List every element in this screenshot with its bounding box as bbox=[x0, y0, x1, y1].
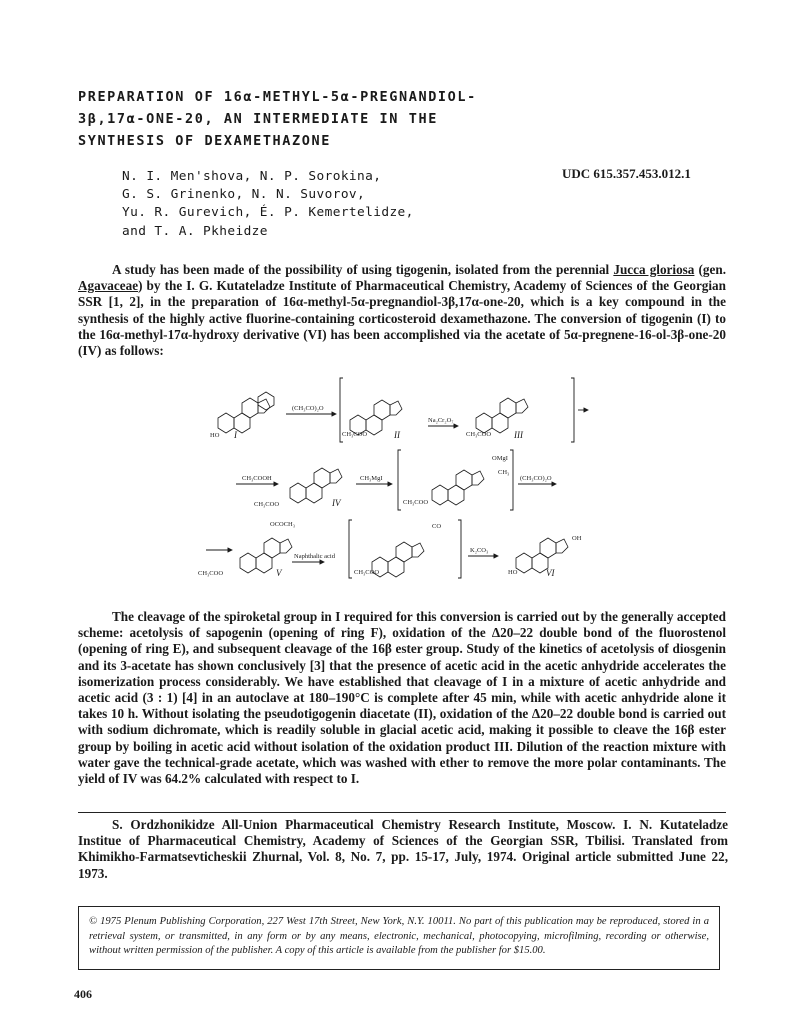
reaction-scheme bbox=[196, 362, 606, 590]
group-acetate: CH₃COO bbox=[342, 431, 368, 438]
group-omgi: OMgI bbox=[492, 455, 508, 462]
group-acetoxy: OCOCH₃ bbox=[270, 521, 296, 528]
compound-III bbox=[476, 398, 528, 433]
genus-name: Agavaceae bbox=[78, 278, 139, 294]
title-line-3: SYNTHESIS OF DEXAMETHAZONE bbox=[78, 133, 331, 149]
group-acetate: CH₃COO bbox=[466, 431, 492, 438]
text-run: (gen. bbox=[694, 262, 726, 277]
species-name: Jucca gloriosa bbox=[613, 262, 695, 277]
author-list bbox=[122, 168, 482, 241]
group-acetate: CH₃COO bbox=[354, 569, 380, 576]
label-IV: IV bbox=[332, 498, 341, 508]
group-carbonyl: CO bbox=[432, 523, 442, 530]
reagent-dichromate: Na₂Cr₂O₇ bbox=[428, 417, 454, 424]
label-VI: VI bbox=[546, 568, 555, 578]
reagent-acetyl: (CH₃CO)₂O bbox=[520, 475, 552, 482]
text-run: A study has been made of the possibility of using tigogenin, isolated from the perennial bbox=[112, 262, 614, 277]
label-V: V bbox=[276, 568, 282, 578]
article-title bbox=[78, 86, 638, 152]
group-ho: HO bbox=[508, 569, 518, 576]
label-III: III bbox=[514, 430, 523, 440]
compound-V bbox=[240, 538, 292, 573]
label-II: II bbox=[394, 430, 400, 440]
group-acetate: CH₃COO bbox=[198, 570, 224, 577]
title-line-1: PREPARATION OF 16α-METHYL-5α-PREGNANDIOL- bbox=[78, 89, 477, 105]
copyright-notice: © 1975 Plenum Publishing Corporation, 227 West 17th Street, New York, N.Y. 10011. No part of this publication may be reproduced, stored in a retrieval system, or transmitted, in any form or by any means, electronic, mechanical, photocopying, microfilming, recording or otherwise, without written permission of the publisher. A copy of this article is available from the publisher for $15.00. bbox=[78, 906, 720, 970]
reagent-potassium-carbonate: K₂CO₃ bbox=[470, 547, 489, 554]
footnote-divider bbox=[78, 812, 726, 813]
group-acetate: CH₃COO bbox=[254, 501, 280, 508]
group-ho: HO bbox=[210, 432, 220, 439]
author-line: N. I. Men'shova, N. P. Sorokina, bbox=[122, 169, 382, 184]
compound-I bbox=[218, 392, 274, 433]
compound-VI bbox=[516, 538, 568, 573]
title-line-2: 3β,17α-ONE-20, AN INTERMEDIATE IN THE bbox=[78, 111, 438, 127]
reagent-grignard: CH₃MgI bbox=[360, 475, 383, 482]
body-paragraph: The cleavage of the spiroketal group in I required for this conversion is carried out by the generally accepted scheme: acetolysis of sapogenin (opening of ring F), oxidation of the Δ20–22 double bond of the fluorostenol (opening of ring E), and subsequent cleavage of the 16β ester group. Study of the kinetics of acetolysis of diosgenin and its 3-acetate has shown conclusively [3] that the presence of acetic acid in the acetic anhydride accelerates the isomerization process considerably. We have established that cleavage of I in a mixture of acetic anhydride and acetic acid (3 : 1) [4] in an autoclave at 180–190°C is complete after 45 min, while with acetic anhydride alone it takes 10 h. Without isolating the pseudotigogenin diacetate (II), oxidation of the Δ20–22 double bond is carried out with sodium dichromate, which is readily soluble in glacial acetic acid, making it possible to cleave the 16β ester group by boiling in acetic acid without isolation of the oxidation product III. Dilution of the reaction mixture with water gave the technical-grade acetate, which was washed with ether to remove the more polar contaminants. The yield of IV was 64.2% calculated with respect to I. bbox=[78, 609, 726, 787]
reagent-acetic-anhydride: (CH₃CO)₂O bbox=[292, 405, 324, 412]
group-acetate: CH₃COO bbox=[403, 499, 429, 506]
udc-code: UDC 615.357.453.012.1 bbox=[562, 166, 691, 181]
page-number: 406 bbox=[74, 987, 92, 1001]
compound-grignard-adduct bbox=[432, 470, 484, 505]
compound-epoxide bbox=[372, 542, 424, 577]
author-line: and T. A. Pkheidze bbox=[122, 223, 268, 239]
group-methyl: CH₃ bbox=[498, 469, 510, 476]
label-I: I bbox=[234, 430, 237, 440]
text-run: ) by the I. G. Kutateladze Institute of Pharmaceutical Chemistry, Academy of Sciences of the Georgian SSR [1, 2], in the preparation of 16α-methyl-5α-pregnandiol-3β,17α-one-20, which is a key compound in the synthesis of the highly active fluorine-containing corticosteroid dexamethazone. The conversion of tigogenin (I) to the 16α-methyl-17α-hydroxy derivative (VI) has been accomplished via the acetate of 5α-pregnene-16-ol-3β-one-20 (IV) as follows: bbox=[78, 278, 726, 359]
intro-paragraph bbox=[78, 262, 726, 359]
affiliation-footnote: S. Ordzhonikidze All-Union Pharmaceutical Chemistry Research Institute, Moscow. I. N. Kutateladze Institue of Pharmaceutical Chemistry, Academy of Sciences of the Georgian SSR, Tbilisi. Translated from Khimikho-Farmatsevticheskii Zhurnal, Vol. 8, No. 7, pp. 15-17, July, 1974. Original article submitted June 22, 1973. bbox=[78, 817, 728, 881]
group-hydroxy: OH bbox=[572, 535, 582, 542]
reagent-acetic-acid: CH₃COOH bbox=[242, 475, 272, 482]
author-line: Yu. R. Gurevich, É. P. Kemertelidze, bbox=[122, 205, 414, 221]
author-line: G. S. Grinenko, N. N. Suvorov, bbox=[122, 187, 366, 203]
reagent-naphthalic-acid: Naphthalic acid bbox=[294, 553, 335, 560]
